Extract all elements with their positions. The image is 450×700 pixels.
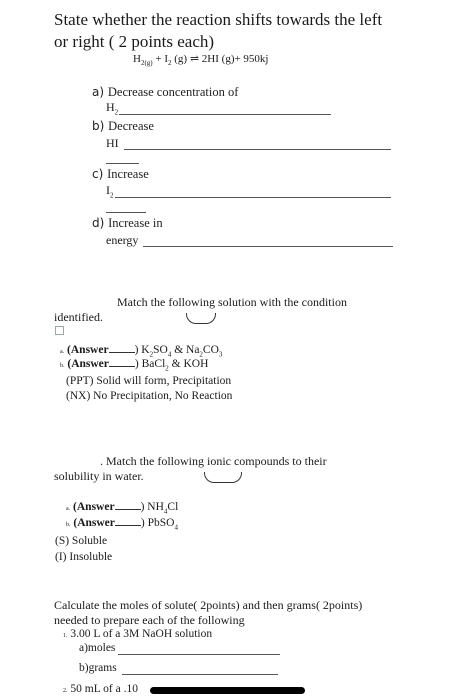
question-a-letter: a): [92, 85, 105, 99]
divider-short-2: [106, 212, 146, 213]
match2-item-b-blank[interactable]: [115, 525, 141, 526]
match1-item-a-sub4: 3: [218, 350, 223, 359]
question-d: [92, 216, 163, 231]
match2-item-b-pbso: PbSO: [147, 517, 175, 529]
question-b-letter: b): [92, 119, 105, 133]
match2-intro2: solubility in water.: [54, 469, 144, 483]
calc-moles-label: a)moles: [79, 642, 116, 654]
answer-line-b[interactable]: [124, 149, 391, 150]
match2-key2: (I) Insoluble: [55, 551, 113, 563]
answer-line-c[interactable]: [115, 197, 391, 198]
match2-item-a-nh: NH: [147, 501, 164, 513]
match1-key1: (PPT) Solid will form, Precipitation: [66, 375, 232, 387]
match2-item-b-label: (Answer: [73, 517, 115, 529]
question-c-letter: c): [92, 167, 104, 181]
match2-item-a-cl: Cl: [167, 501, 179, 513]
match2-intro-text: Match the following ionic compounds to their: [106, 454, 327, 468]
calc-item2-marker: 2.: [63, 688, 68, 694]
eq-i2: + I: [155, 53, 168, 65]
match2-item-a-marker: a.: [66, 506, 71, 512]
question-a-text: Decrease concentration of: [107, 85, 239, 99]
match1-key2: (NX) No Precipitation, No Reaction: [66, 390, 233, 402]
answer-line-d[interactable]: [143, 246, 393, 247]
question-b-text: Decrease: [108, 119, 154, 133]
match2-intro: . Match the following ionic compounds to their: [100, 454, 327, 468]
question-c-target-text: I: [106, 183, 110, 197]
match1-intro2: identified.: [54, 310, 103, 324]
eq-products: 2HI (g)+ 950kj: [201, 53, 269, 65]
calc-item1: [63, 628, 212, 640]
question-c-target: [106, 183, 114, 199]
calc-item2-text: 50 mL of a .10: [70, 683, 138, 695]
question-a-target-sub: 2: [114, 108, 119, 117]
match1-item-a: a. (Answer ) $K_2SO_4$ & $Na_2CO_3$: [60, 344, 223, 359]
match2-item-a: a. (Answer ) $NH_4Cl$: [66, 501, 179, 516]
match1-item-a-na: & Na: [171, 344, 200, 356]
match2-item-b-marker: b.: [66, 522, 71, 528]
match2-item-a-label: (Answer: [73, 501, 115, 513]
match1-item-a-marker: a.: [60, 349, 65, 355]
question-a-target-text: H: [106, 100, 115, 114]
checkbox[interactable]: [55, 326, 64, 335]
answer-line-grams[interactable]: [122, 674, 278, 675]
question-c: [92, 167, 149, 182]
reaction-equation: [133, 52, 269, 67]
match1-item-a-label: (Answer: [67, 344, 109, 356]
calc-item2: [63, 683, 138, 695]
page-title-line2: or right ( 2 points each): [54, 32, 215, 51]
calc-grams-label: b)grams: [79, 662, 117, 674]
equilibrium-arrow-icon: ⇌: [189, 53, 200, 65]
page-title-line1: State whether the reaction shifts towards the left: [54, 10, 383, 29]
match2-item-a-blank[interactable]: [115, 509, 141, 510]
answer-line-a[interactable]: [119, 114, 331, 115]
match1-item-a-co: CO: [202, 344, 219, 356]
match1-item-a-sub3: 2: [199, 350, 203, 359]
match1-item-a-sub1: 2: [149, 350, 154, 359]
match1-item-b-marker: b.: [60, 363, 65, 369]
eq-i2-state: (g): [174, 53, 188, 65]
match1-item-b-bacl: BaCl: [141, 358, 166, 370]
question-d-text: Increase in: [108, 216, 163, 230]
match1-item-b: b. (Answer ) BaCl$_2$ & KOH: [60, 358, 209, 373]
match2-key1: (S) Soluble: [55, 535, 108, 547]
match2-item-a-sub1: 4: [163, 507, 168, 516]
match1-blank[interactable]: [186, 309, 216, 327]
match1-item-b-koh: & KOH: [168, 358, 209, 370]
match1-item-a-blank[interactable]: [109, 352, 135, 353]
match2-item-b: b. (Answer ) PbSO$_4$: [66, 517, 178, 532]
match1-item-a-k: K: [141, 344, 150, 356]
match2-blank[interactable]: [204, 468, 242, 486]
question-a-target: [106, 100, 118, 116]
question-b: [92, 119, 154, 134]
eq-h2: H: [133, 53, 141, 65]
calc-item1-marker: 1.: [63, 633, 68, 639]
match2-item-b-sub1: 4: [174, 523, 178, 532]
question-c-target-sub: 2: [110, 191, 114, 200]
calc-line2: needed to prepare each of the following: [54, 613, 245, 627]
question-c-text: Increase: [107, 167, 149, 181]
divider-short-1: [106, 163, 139, 164]
match1-intro: Match the following solution with the condition: [117, 295, 347, 309]
match1-item-b-sub1: 2: [165, 364, 169, 373]
answer-line-moles[interactable]: [118, 654, 280, 655]
match1-item-b-label: (Answer: [67, 358, 109, 370]
calc-item1-text: 3.00 L of a 3M NaOH solution: [70, 628, 213, 640]
question-a: [92, 85, 238, 100]
match1-item-b-blank[interactable]: [109, 366, 135, 367]
calc-line1: Calculate the moles of solute( 2points) and then grams( 2points): [54, 598, 363, 612]
eq-h2-sub: 2(g): [140, 59, 153, 68]
question-d-target: energy: [106, 233, 139, 247]
question-b-target: HI: [106, 136, 119, 150]
match1-item-a-so: SO: [153, 344, 168, 356]
match1-item-a-sub2: 4: [167, 350, 172, 359]
eq-i2-sub: 2: [168, 59, 172, 68]
question-d-letter: d): [92, 216, 105, 230]
redaction-bar: [150, 687, 305, 694]
